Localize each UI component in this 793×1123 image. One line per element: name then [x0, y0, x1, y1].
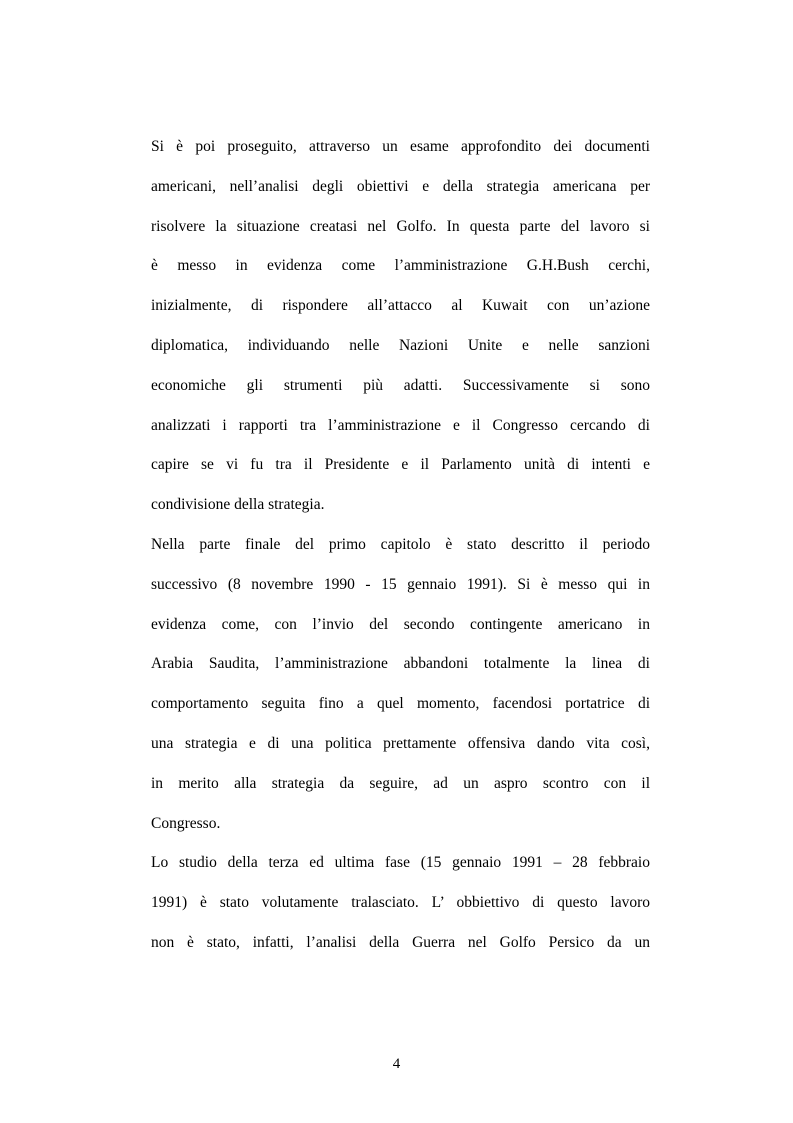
- text-line: Si è poi proseguito, attraverso un esame approfondito dei documenti: [151, 138, 650, 155]
- text-line: Nella parte finale del primo capitolo è stato descritto il periodo: [151, 535, 650, 553]
- text-line: una strategia e di una politica prettamente offensiva dando vita così,: [151, 734, 650, 752]
- text-line: Arabia Saudita, l’amministrazione abbandoni totalmente la linea di: [151, 655, 650, 673]
- text-line: risolvere la situazione creatasi nel Golfo. In questa parte del lavoro si: [151, 217, 650, 235]
- text-line: americani, nell’analisi degli obiettivi e della strategia americana per: [151, 177, 650, 195]
- body-text: [151, 127, 650, 963]
- paragraph-1: [151, 127, 650, 525]
- text-line: successivo (8 novembre 1990 - 15 gennaio 1991). Si è messo qui in: [151, 575, 650, 593]
- page-number: 4: [392, 1056, 401, 1072]
- text-line: Lo studio della terza ed ultima fase (15 gennaio 1991 – 28 febbraio: [151, 854, 650, 872]
- text-line: è messo in evidenza come l’amministrazione G.H.Bush cerchi,: [151, 257, 650, 275]
- text-line: evidenza come, con l’invio del secondo contingente americano in: [151, 615, 650, 633]
- paragraph-3: [151, 843, 650, 962]
- text-line: capire se vi fu tra il Presidente e il Parlamento unità di intenti e: [151, 456, 650, 474]
- text-line: Congresso.: [151, 814, 221, 832]
- text-line: analizzati i rapporti tra l’amministrazione e il Congresso cercando di: [151, 416, 650, 434]
- text-line: in merito alla strategia da seguire, ad un aspro scontro con il: [151, 774, 650, 792]
- text-line: diplomatica, individuando nelle Nazioni Unite e nelle sanzioni: [151, 336, 650, 354]
- text-line: 1991) è stato volutamente tralasciato. L’ obbiettivo di questo lavoro: [151, 894, 650, 912]
- text-line: non è stato, infatti, l’analisi della Guerra nel Golfo Persico da un: [151, 933, 650, 951]
- text-line: comportamento seguita fino a quel momento, facendosi portatrice di: [151, 695, 650, 713]
- text-line: inizialmente, di rispondere all’attacco al Kuwait con un’azione: [151, 297, 650, 315]
- text-line: condivisione della strategia.: [151, 496, 325, 514]
- text-line: economiche gli strumenti più adatti. Successivamente si sono: [151, 376, 650, 394]
- paragraph-2: [151, 525, 650, 843]
